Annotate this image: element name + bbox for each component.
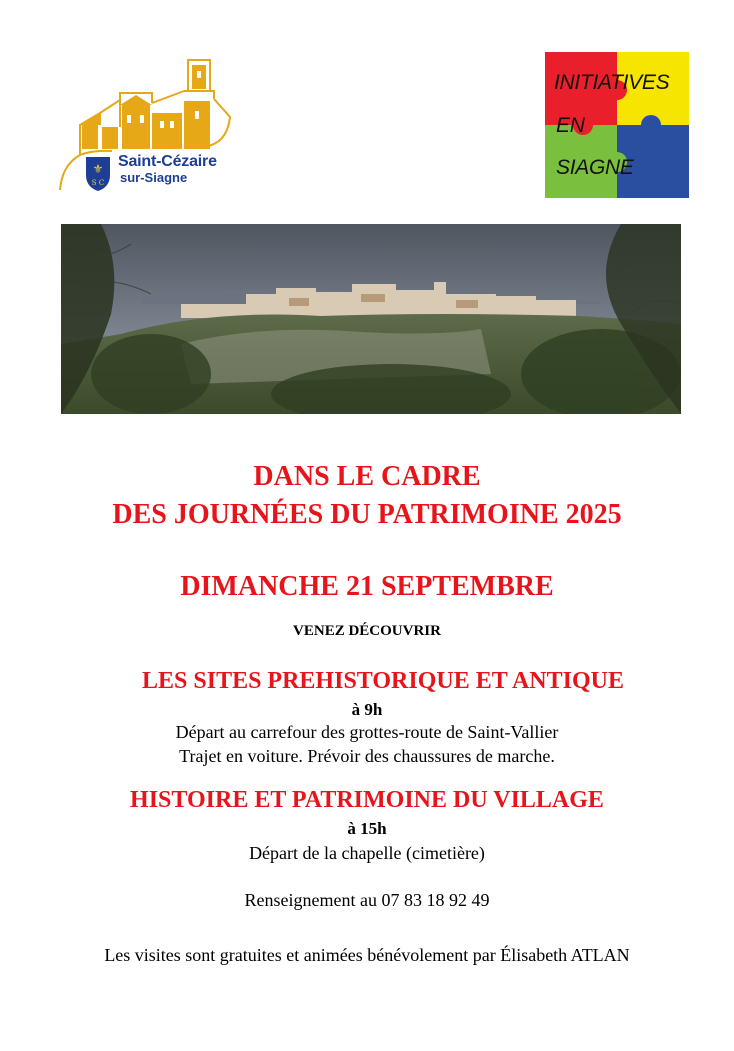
logo-name-line1: Saint-Cézaire: [118, 153, 217, 170]
logo-name-line2: sur-Siagne: [120, 170, 188, 185]
svg-text:S C: S C: [91, 179, 105, 187]
visit1-line2: Trajet en voiture. Prévoir des chaussures de marche.: [179, 746, 555, 766]
heading-line2: DES JOURNÉES DU PATRIMOINE 2025: [112, 499, 622, 530]
logo-line-en: EN: [556, 114, 585, 137]
visit1-line1: Départ au carrefour des grottes-route de Saint-Vallier: [175, 722, 559, 742]
intro-text: VENEZ DÉCOUVRIR: [293, 623, 441, 639]
footer-note: Les visites sont gratuites et animées bénévolement par Élisabeth ATLAN: [104, 945, 630, 965]
contact-info: Renseignement au 07 83 18 92 49: [244, 890, 490, 910]
visit2-title: HISTOIRE ET PATRIMOINE DU VILLAGE: [130, 787, 604, 813]
logo-line-siagne: SIAGNE: [556, 156, 634, 179]
visit2-time: à 15h: [347, 819, 387, 838]
visit1-title: LES SITES PREHISTORIQUE ET ANTIQUE: [142, 668, 624, 694]
village-landscape-image: [61, 224, 681, 414]
village-photo: [61, 224, 681, 414]
event-date: DIMANCHE 21 SEPTEMBRE: [180, 571, 554, 602]
logo-line-initiatives: INITIATIVES: [554, 71, 670, 94]
heading-line1: DANS LE CADRE: [253, 461, 481, 492]
svg-text:⚜: ⚜: [92, 162, 104, 176]
initiatives-en-siagne-logo: [545, 52, 689, 198]
visit2-line1: Départ de la chapelle (cimetière): [249, 843, 485, 863]
visit1-time: à 9h: [351, 700, 383, 719]
saint-cezaire-logo: [52, 55, 242, 195]
